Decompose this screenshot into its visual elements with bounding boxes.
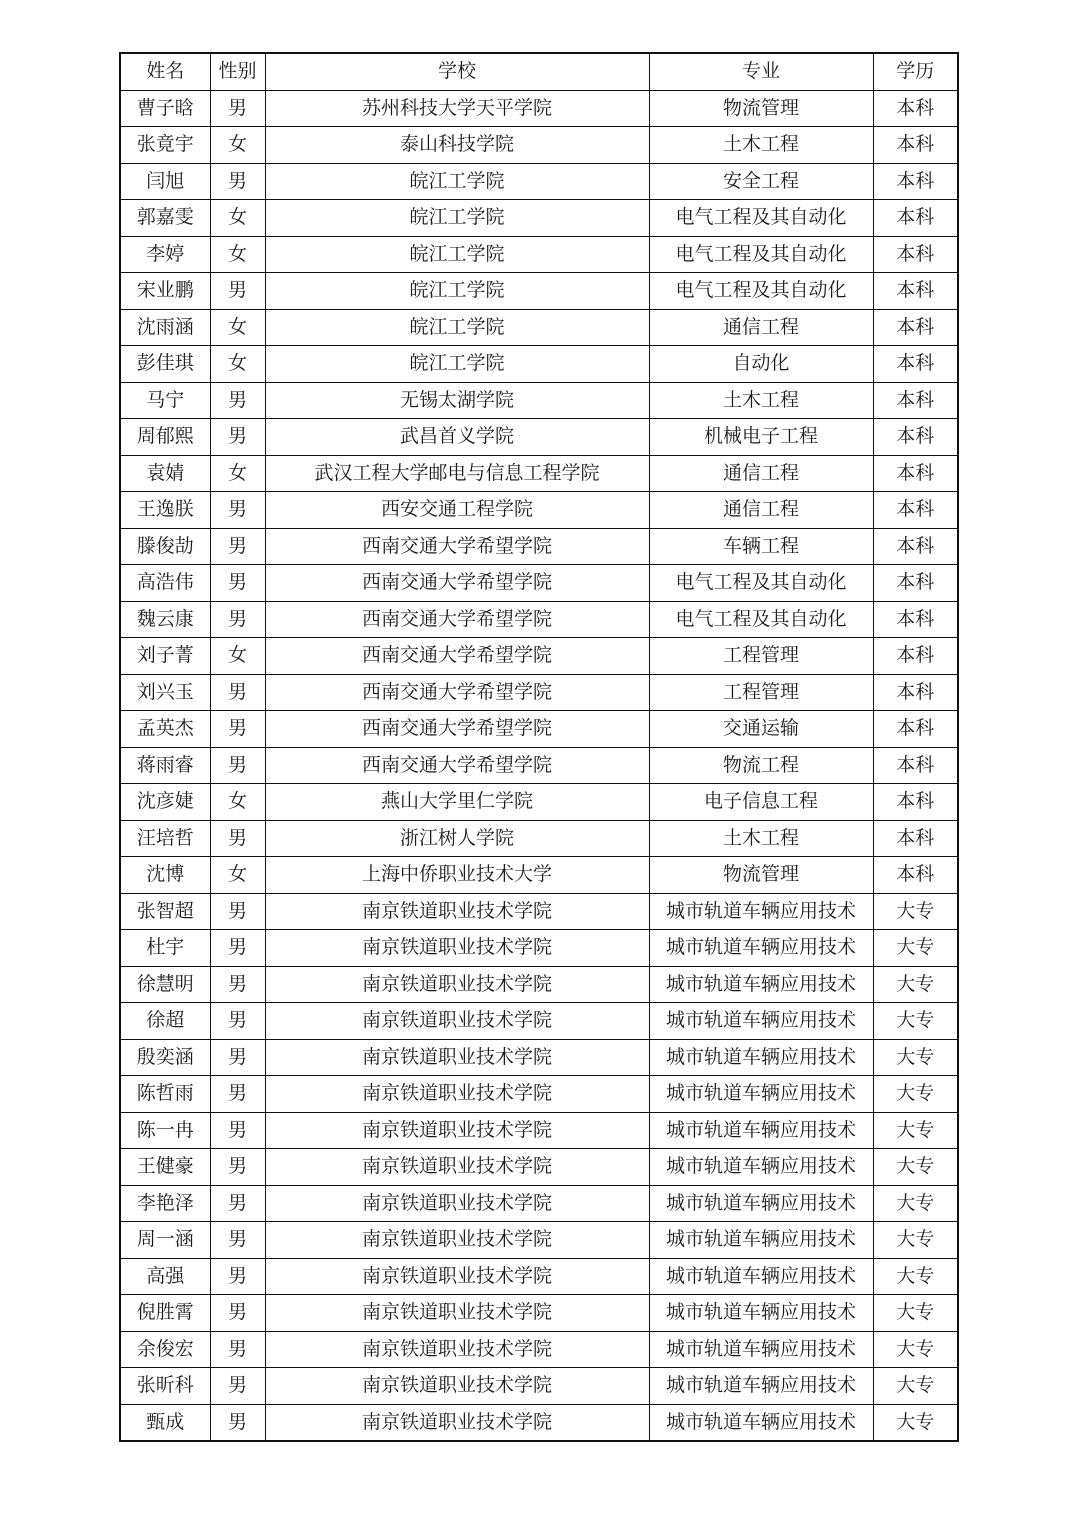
cell-name: 张智超 (120, 893, 210, 930)
cell-gender: 女 (210, 346, 265, 383)
cell-education: 本科 (873, 419, 958, 456)
cell-name: 沈彦婕 (120, 784, 210, 821)
cell-major: 城市轨道车辆应用技术 (649, 1003, 873, 1040)
table-row (120, 1258, 958, 1295)
cell-gender: 男 (210, 1185, 265, 1222)
cell-education: 本科 (873, 455, 958, 492)
cell-school: 皖江工学院 (265, 163, 649, 200)
cell-major: 城市轨道车辆应用技术 (649, 1295, 873, 1332)
cell-education: 大专 (873, 1003, 958, 1040)
cell-education: 大专 (873, 930, 958, 967)
cell-education: 本科 (873, 711, 958, 748)
cell-gender: 男 (210, 601, 265, 638)
cell-gender: 女 (210, 857, 265, 894)
cell-education: 大专 (873, 1039, 958, 1076)
cell-school: 西南交通大学希望学院 (265, 674, 649, 711)
table-row (120, 1112, 958, 1149)
cell-gender: 男 (210, 1076, 265, 1113)
cell-education: 本科 (873, 90, 958, 127)
cell-name: 沈博 (120, 857, 210, 894)
table-body (120, 90, 958, 1441)
cell-school: 西南交通大学希望学院 (265, 711, 649, 748)
cell-school: 南京铁道职业技术学院 (265, 1185, 649, 1222)
cell-major: 通信工程 (649, 309, 873, 346)
cell-school: 南京铁道职业技术学院 (265, 893, 649, 930)
cell-school: 南京铁道职业技术学院 (265, 966, 649, 1003)
cell-gender: 男 (210, 382, 265, 419)
table-row (120, 200, 958, 237)
roster-table (119, 52, 959, 1442)
cell-name: 魏云康 (120, 601, 210, 638)
cell-gender: 男 (210, 163, 265, 200)
cell-major: 交通运输 (649, 711, 873, 748)
cell-education: 本科 (873, 820, 958, 857)
cell-gender: 男 (210, 1331, 265, 1368)
cell-gender: 女 (210, 784, 265, 821)
cell-education: 大专 (873, 1331, 958, 1368)
cell-education: 大专 (873, 1222, 958, 1259)
cell-education: 本科 (873, 747, 958, 784)
cell-gender: 男 (210, 1149, 265, 1186)
cell-school: 南京铁道职业技术学院 (265, 1368, 649, 1405)
cell-school: 无锡太湖学院 (265, 382, 649, 419)
cell-gender: 男 (210, 1039, 265, 1076)
cell-education: 本科 (873, 674, 958, 711)
cell-gender: 男 (210, 492, 265, 529)
cell-major: 土木工程 (649, 820, 873, 857)
cell-major: 安全工程 (649, 163, 873, 200)
cell-education: 本科 (873, 528, 958, 565)
cell-major: 城市轨道车辆应用技术 (649, 930, 873, 967)
column-header-school: 学校 (265, 53, 649, 90)
table-row (120, 638, 958, 675)
cell-education: 大专 (873, 893, 958, 930)
table-row (120, 1222, 958, 1259)
cell-school: 西南交通大学希望学院 (265, 601, 649, 638)
cell-education: 大专 (873, 1404, 958, 1441)
cell-major: 物流工程 (649, 747, 873, 784)
cell-name: 余俊宏 (120, 1331, 210, 1368)
cell-school: 武汉工程大学邮电与信息工程学院 (265, 455, 649, 492)
cell-gender: 男 (210, 1295, 265, 1332)
cell-major: 电气工程及其自动化 (649, 200, 873, 237)
cell-name: 汪培哲 (120, 820, 210, 857)
cell-school: 燕山大学里仁学院 (265, 784, 649, 821)
table-row (120, 236, 958, 273)
cell-major: 城市轨道车辆应用技术 (649, 1149, 873, 1186)
cell-major: 电子信息工程 (649, 784, 873, 821)
cell-name: 陈一冉 (120, 1112, 210, 1149)
cell-name: 殷奕涵 (120, 1039, 210, 1076)
cell-name: 杜宇 (120, 930, 210, 967)
cell-major: 电气工程及其自动化 (649, 601, 873, 638)
table-row (120, 966, 958, 1003)
cell-name: 沈雨涵 (120, 309, 210, 346)
table-row (120, 893, 958, 930)
cell-name: 周郁熙 (120, 419, 210, 456)
table-row (120, 930, 958, 967)
cell-name: 高强 (120, 1258, 210, 1295)
cell-education: 本科 (873, 200, 958, 237)
cell-gender: 男 (210, 565, 265, 602)
cell-name: 徐慧明 (120, 966, 210, 1003)
table-row (120, 346, 958, 383)
cell-education: 本科 (873, 857, 958, 894)
cell-name: 张昕科 (120, 1368, 210, 1405)
cell-education: 本科 (873, 784, 958, 821)
header-row (120, 53, 958, 90)
column-header-education: 学历 (873, 53, 958, 90)
column-header-major: 专业 (649, 53, 873, 90)
cell-education: 大专 (873, 966, 958, 1003)
cell-school: 皖江工学院 (265, 236, 649, 273)
cell-name: 滕俊劼 (120, 528, 210, 565)
cell-major: 城市轨道车辆应用技术 (649, 1112, 873, 1149)
cell-major: 城市轨道车辆应用技术 (649, 1185, 873, 1222)
cell-education: 本科 (873, 638, 958, 675)
cell-major: 自动化 (649, 346, 873, 383)
cell-education: 本科 (873, 273, 958, 310)
cell-name: 郭嘉雯 (120, 200, 210, 237)
cell-gender: 女 (210, 127, 265, 164)
cell-gender: 男 (210, 1003, 265, 1040)
cell-major: 城市轨道车辆应用技术 (649, 1222, 873, 1259)
table-row (120, 528, 958, 565)
table-row (120, 820, 958, 857)
cell-major: 物流管理 (649, 90, 873, 127)
cell-education: 本科 (873, 236, 958, 273)
cell-name: 孟英杰 (120, 711, 210, 748)
cell-major: 电气工程及其自动化 (649, 273, 873, 310)
cell-education: 大专 (873, 1112, 958, 1149)
cell-major: 机械电子工程 (649, 419, 873, 456)
table-row (120, 601, 958, 638)
cell-school: 南京铁道职业技术学院 (265, 1149, 649, 1186)
cell-school: 皖江工学院 (265, 200, 649, 237)
cell-gender: 男 (210, 966, 265, 1003)
cell-school: 武昌首义学院 (265, 419, 649, 456)
cell-major: 土木工程 (649, 127, 873, 164)
cell-education: 大专 (873, 1076, 958, 1113)
cell-name: 王逸朕 (120, 492, 210, 529)
cell-education: 本科 (873, 163, 958, 200)
cell-major: 工程管理 (649, 674, 873, 711)
cell-name: 马宁 (120, 382, 210, 419)
cell-major: 城市轨道车辆应用技术 (649, 1331, 873, 1368)
cell-major: 物流管理 (649, 857, 873, 894)
cell-school: 上海中侨职业技术大学 (265, 857, 649, 894)
cell-major: 城市轨道车辆应用技术 (649, 966, 873, 1003)
cell-major: 通信工程 (649, 455, 873, 492)
table-row (120, 127, 958, 164)
table-row (120, 1368, 958, 1405)
cell-education: 本科 (873, 309, 958, 346)
cell-gender: 男 (210, 820, 265, 857)
table-row (120, 1076, 958, 1113)
cell-gender: 男 (210, 1404, 265, 1441)
cell-name: 蒋雨睿 (120, 747, 210, 784)
cell-gender: 男 (210, 893, 265, 930)
cell-education: 本科 (873, 492, 958, 529)
table-header (120, 53, 958, 90)
cell-major: 城市轨道车辆应用技术 (649, 1368, 873, 1405)
cell-education: 大专 (873, 1185, 958, 1222)
cell-education: 大专 (873, 1295, 958, 1332)
table-row (120, 1295, 958, 1332)
table-row (120, 784, 958, 821)
cell-major: 城市轨道车辆应用技术 (649, 1076, 873, 1113)
cell-name: 王健豪 (120, 1149, 210, 1186)
cell-major: 电气工程及其自动化 (649, 236, 873, 273)
cell-education: 本科 (873, 346, 958, 383)
cell-gender: 男 (210, 1112, 265, 1149)
cell-name: 李艳泽 (120, 1185, 210, 1222)
cell-education: 大专 (873, 1368, 958, 1405)
cell-education: 本科 (873, 601, 958, 638)
cell-school: 南京铁道职业技术学院 (265, 1222, 649, 1259)
table-row (120, 857, 958, 894)
cell-school: 苏州科技大学天平学院 (265, 90, 649, 127)
cell-gender: 女 (210, 309, 265, 346)
cell-school: 皖江工学院 (265, 309, 649, 346)
cell-name: 陈哲雨 (120, 1076, 210, 1113)
cell-school: 南京铁道职业技术学院 (265, 930, 649, 967)
table-row (120, 455, 958, 492)
cell-name: 李婷 (120, 236, 210, 273)
cell-gender: 男 (210, 711, 265, 748)
cell-school: 南京铁道职业技术学院 (265, 1331, 649, 1368)
cell-school: 南京铁道职业技术学院 (265, 1112, 649, 1149)
table-row (120, 711, 958, 748)
cell-name: 徐超 (120, 1003, 210, 1040)
cell-gender: 男 (210, 747, 265, 784)
cell-school: 南京铁道职业技术学院 (265, 1039, 649, 1076)
table-row (120, 1149, 958, 1186)
cell-gender: 男 (210, 1258, 265, 1295)
cell-education: 本科 (873, 565, 958, 602)
cell-name: 高浩伟 (120, 565, 210, 602)
table-row (120, 1404, 958, 1441)
table-row (120, 747, 958, 784)
table-row (120, 382, 958, 419)
cell-name: 甄成 (120, 1404, 210, 1441)
cell-name: 周一涵 (120, 1222, 210, 1259)
cell-name: 宋业鹏 (120, 273, 210, 310)
cell-gender: 男 (210, 273, 265, 310)
cell-major: 城市轨道车辆应用技术 (649, 893, 873, 930)
table-row (120, 492, 958, 529)
cell-major: 车辆工程 (649, 528, 873, 565)
cell-school: 西南交通大学希望学院 (265, 565, 649, 602)
cell-school: 南京铁道职业技术学院 (265, 1295, 649, 1332)
cell-gender: 男 (210, 674, 265, 711)
cell-school: 南京铁道职业技术学院 (265, 1076, 649, 1113)
cell-school: 皖江工学院 (265, 273, 649, 310)
table-row (120, 163, 958, 200)
cell-education: 大专 (873, 1149, 958, 1186)
cell-name: 张竟宇 (120, 127, 210, 164)
cell-name: 袁婧 (120, 455, 210, 492)
table-row (120, 1331, 958, 1368)
cell-school: 皖江工学院 (265, 346, 649, 383)
cell-name: 刘子菁 (120, 638, 210, 675)
cell-education: 本科 (873, 382, 958, 419)
cell-school: 浙江树人学院 (265, 820, 649, 857)
cell-name: 彭佳琪 (120, 346, 210, 383)
cell-major: 电气工程及其自动化 (649, 565, 873, 602)
cell-education: 大专 (873, 1258, 958, 1295)
cell-school: 泰山科技学院 (265, 127, 649, 164)
column-header-gender: 性别 (210, 53, 265, 90)
table-row (120, 419, 958, 456)
cell-major: 城市轨道车辆应用技术 (649, 1404, 873, 1441)
cell-school: 南京铁道职业技术学院 (265, 1003, 649, 1040)
cell-major: 土木工程 (649, 382, 873, 419)
table-row (120, 309, 958, 346)
cell-gender: 男 (210, 528, 265, 565)
cell-school: 西南交通大学希望学院 (265, 638, 649, 675)
cell-school: 西南交通大学希望学院 (265, 747, 649, 784)
cell-name: 闫旭 (120, 163, 210, 200)
cell-major: 城市轨道车辆应用技术 (649, 1039, 873, 1076)
table-row (120, 273, 958, 310)
column-header-name: 姓名 (120, 53, 210, 90)
cell-major: 通信工程 (649, 492, 873, 529)
cell-gender: 男 (210, 930, 265, 967)
cell-school: 南京铁道职业技术学院 (265, 1258, 649, 1295)
cell-gender: 男 (210, 90, 265, 127)
cell-gender: 女 (210, 236, 265, 273)
cell-name: 刘兴玉 (120, 674, 210, 711)
cell-gender: 男 (210, 1368, 265, 1405)
cell-name: 倪胜霄 (120, 1295, 210, 1332)
cell-gender: 男 (210, 1222, 265, 1259)
cell-major: 工程管理 (649, 638, 873, 675)
cell-name: 曹子晗 (120, 90, 210, 127)
table-row (120, 565, 958, 602)
cell-gender: 女 (210, 638, 265, 675)
table-row (120, 1039, 958, 1076)
table-row (120, 1003, 958, 1040)
table-row (120, 674, 958, 711)
cell-gender: 男 (210, 419, 265, 456)
table-row (120, 90, 958, 127)
cell-gender: 女 (210, 200, 265, 237)
cell-major: 城市轨道车辆应用技术 (649, 1258, 873, 1295)
cell-gender: 女 (210, 455, 265, 492)
table-row (120, 1185, 958, 1222)
cell-school: 南京铁道职业技术学院 (265, 1404, 649, 1441)
cell-education: 本科 (873, 127, 958, 164)
cell-school: 西南交通大学希望学院 (265, 528, 649, 565)
cell-school: 西安交通工程学院 (265, 492, 649, 529)
